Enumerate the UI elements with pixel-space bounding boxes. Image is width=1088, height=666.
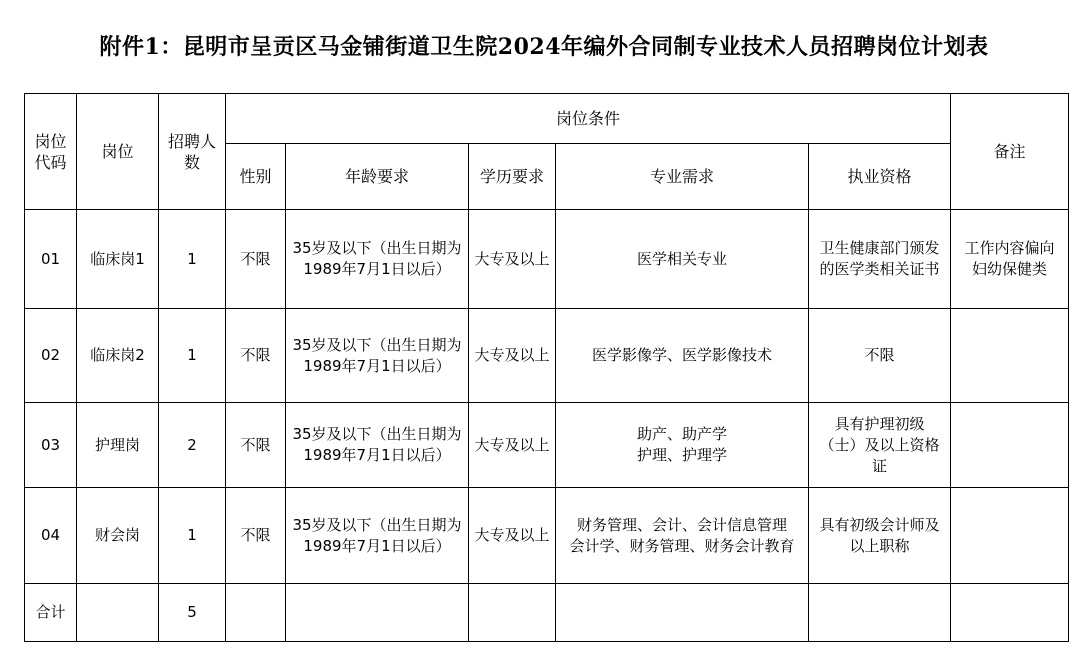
cell-age: 35岁及以下（出生日期为 1989年7月1日以后） bbox=[286, 403, 469, 488]
total-count: 5 bbox=[159, 584, 226, 642]
total-label: 合计 bbox=[25, 584, 77, 642]
cell-qualification: 卫生健康部门颁发 的医学类相关证书 bbox=[809, 210, 951, 309]
total-empty-cell bbox=[77, 584, 159, 642]
cell-qualification: 不限 bbox=[809, 309, 951, 403]
cell-major: 财务管理、会计、会计信息管理 会计学、财务管理、财务会计教育 bbox=[556, 488, 809, 584]
header-major: 专业需求 bbox=[556, 144, 809, 210]
total-row bbox=[25, 584, 1069, 642]
cell-code: 01 bbox=[25, 210, 77, 309]
cell-major: 助产、助产学 护理、护理学 bbox=[556, 403, 809, 488]
cell-post: 财会岗 bbox=[77, 488, 159, 584]
cell-gender: 不限 bbox=[226, 488, 286, 584]
cell-education: 大专及以上 bbox=[469, 403, 556, 488]
table-row bbox=[25, 309, 1069, 403]
header-code: 岗位 代码 bbox=[25, 94, 77, 210]
cell-education: 大专及以上 bbox=[469, 309, 556, 403]
cell-age: 35岁及以下（出生日期为 1989年7月1日以后） bbox=[286, 210, 469, 309]
header-remark: 备注 bbox=[951, 94, 1069, 210]
cell-code: 03 bbox=[25, 403, 77, 488]
total-empty-cell bbox=[469, 584, 556, 642]
total-empty-cell bbox=[809, 584, 951, 642]
cell-education: 大专及以上 bbox=[469, 210, 556, 309]
header-age: 年龄要求 bbox=[286, 144, 469, 210]
header-education: 学历要求 bbox=[469, 144, 556, 210]
cell-gender: 不限 bbox=[226, 210, 286, 309]
header-gender: 性别 bbox=[226, 144, 286, 210]
cell-gender: 不限 bbox=[226, 309, 286, 403]
cell-remark bbox=[951, 403, 1069, 488]
header-post: 岗位 bbox=[77, 94, 159, 210]
total-empty-cell bbox=[286, 584, 469, 642]
page-title: 附件1：昆明市呈贡区马金铺街道卫生院2024年编外合同制专业技术人员招聘岗位计划表 bbox=[99, 34, 989, 60]
cell-count: 1 bbox=[159, 488, 226, 584]
cell-gender: 不限 bbox=[226, 403, 286, 488]
cell-major: 医学相关专业 bbox=[556, 210, 809, 309]
header-count: 招聘人 数 bbox=[159, 94, 226, 210]
cell-post: 护理岗 bbox=[77, 403, 159, 488]
total-empty-cell bbox=[951, 584, 1069, 642]
table-row bbox=[25, 403, 1069, 488]
cell-remark: 工作内容偏向 妇幼保健类 bbox=[951, 210, 1069, 309]
recruitment-plan-table bbox=[24, 93, 1069, 642]
cell-post: 临床岗2 bbox=[77, 309, 159, 403]
cell-count: 1 bbox=[159, 309, 226, 403]
cell-remark bbox=[951, 488, 1069, 584]
cell-remark bbox=[951, 309, 1069, 403]
cell-education: 大专及以上 bbox=[469, 488, 556, 584]
total-empty-cell bbox=[556, 584, 809, 642]
cell-major: 医学影像学、医学影像技术 bbox=[556, 309, 809, 403]
cell-age: 35岁及以下（出生日期为 1989年7月1日以后） bbox=[286, 309, 469, 403]
cell-count: 1 bbox=[159, 210, 226, 309]
cell-count: 2 bbox=[159, 403, 226, 488]
cell-code: 04 bbox=[25, 488, 77, 584]
cell-post: 临床岗1 bbox=[77, 210, 159, 309]
cell-code: 02 bbox=[25, 309, 77, 403]
header-row-top bbox=[25, 94, 1069, 144]
header-conditions: 岗位条件 bbox=[226, 94, 951, 144]
cell-qualification: 具有初级会计师及 以上职称 bbox=[809, 488, 951, 584]
cell-qualification: 具有护理初级 （士）及以上资格 证 bbox=[809, 403, 951, 488]
table-row bbox=[25, 488, 1069, 584]
table-row bbox=[25, 210, 1069, 309]
total-empty-cell bbox=[226, 584, 286, 642]
cell-age: 35岁及以下（出生日期为 1989年7月1日以后） bbox=[286, 488, 469, 584]
header-qualification: 执业资格 bbox=[809, 144, 951, 210]
